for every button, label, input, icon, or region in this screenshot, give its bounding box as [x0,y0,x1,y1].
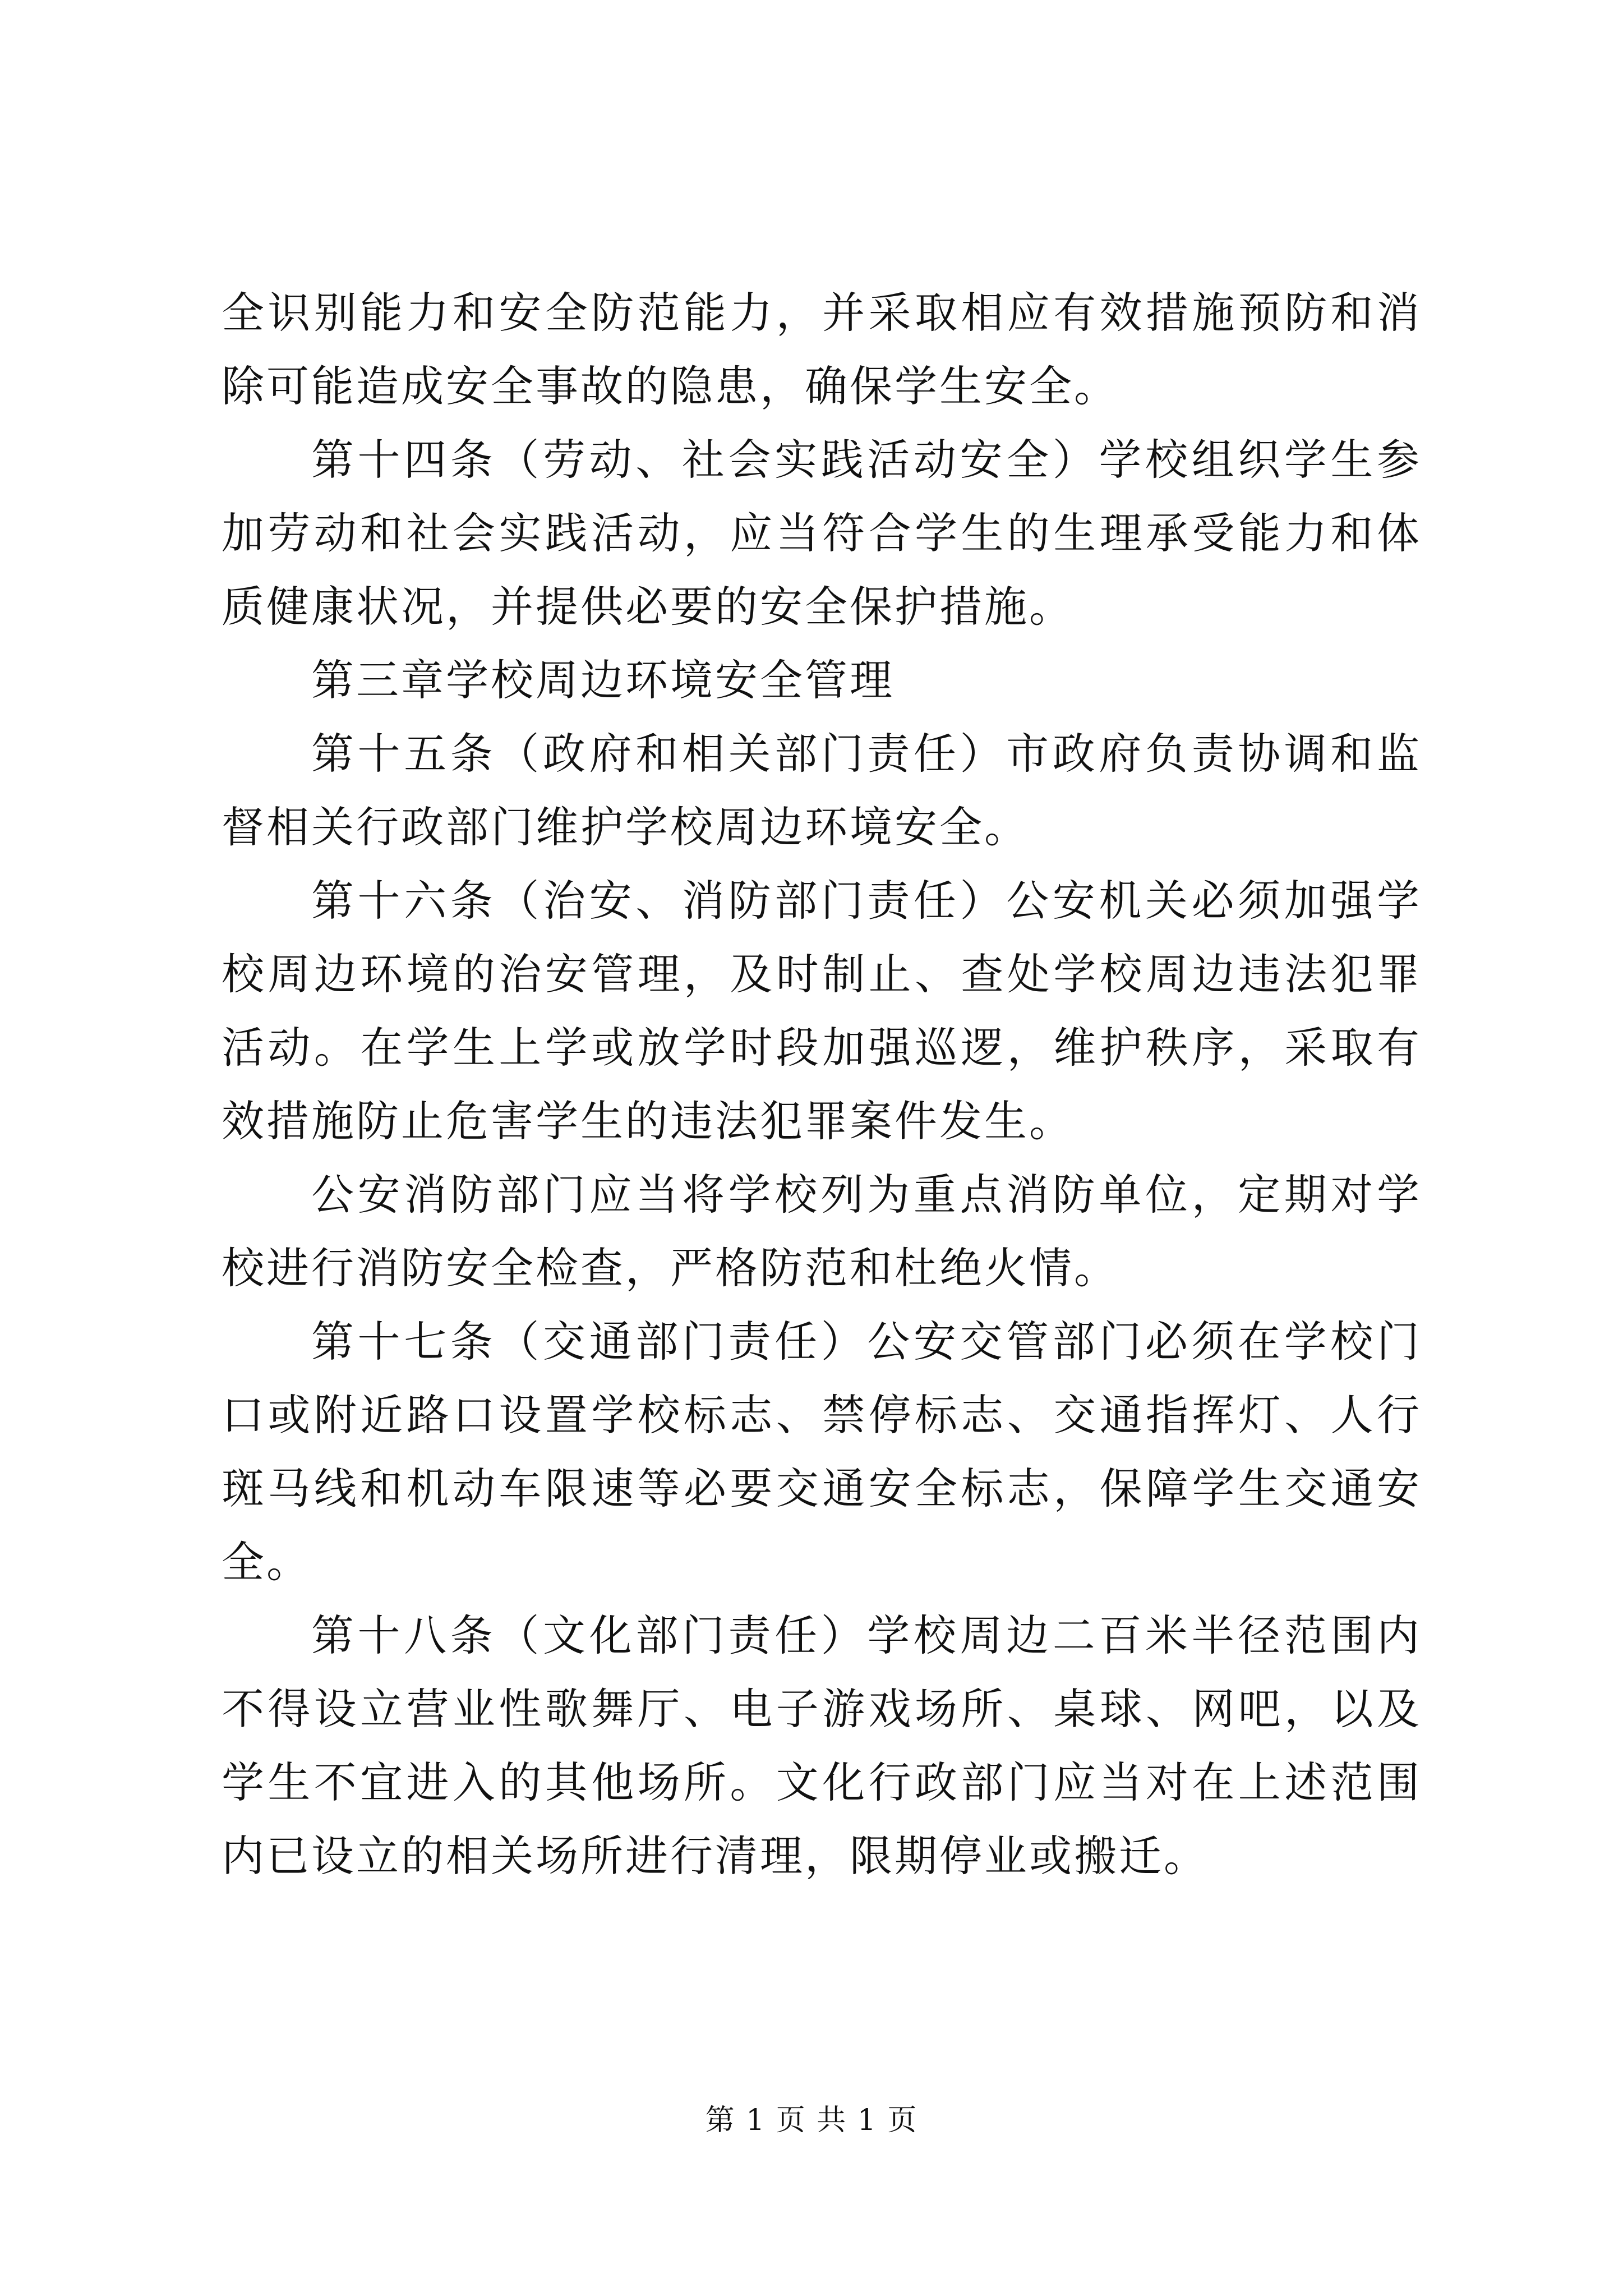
paragraph-article-14: 第十四条（劳动、社会实践活动安全）学校组织学生参加劳动和社会实践活动，应当符合学生的生理承受能力和体质健康状况，并提供必要的安全保护措施。 [222,435,1422,632]
paragraph-article-16: 第十六条（治安、消防部门责任）公安机关必须加强学校周边环境的治安管理，及时制止、查处学校周边违法犯罪活动。在学生上学或放学时段加强巡逻，维护秩序，采取有效措施防止危害学生的违法犯罪案件发生。 [222,876,1422,1146]
paragraph-fire-dept: 公安消防部门应当将学校列为重点消防单位，定期对学校进行消防安全检查，严格防范和杜绝火情。 [222,1170,1422,1293]
paragraph-article-15: 第十五条（政府和相关部门责任）市政府负责协调和监督相关行政部门维护学校周边环境安全。 [222,729,1422,852]
page-footer: 第 1 页 共 1 页 [705,2104,918,2137]
paragraph-article-17: 第十七条（交通部门责任）公安交管部门必须在学校门口或附近路口设置学校标志、禁停标志、交通指挥灯、人行斑马线和机动车限速等必要交通安全标志，保障学生交通安全。 [222,1317,1422,1587]
paragraph-article-18: 第十八条（文化部门责任）学校周边二百米半径范围内不得设立营业性歌舞厅、电子游戏场所、桌球、网吧，以及学生不宜进入的其他场所。文化行政部门应当对在上述范围内已设立的相关场所进行清理，限期停业或搬迁。 [222,1611,1422,1881]
chapter-heading: 第三章学校周边环境安全管理 [311,655,895,705]
paragraph-continuation: 全识别能力和安全防范能力，并采取相应有效措施预防和消除可能造成安全事故的隐患，确保学生安全。 [222,288,1422,411]
document-body [222,276,1422,1893]
